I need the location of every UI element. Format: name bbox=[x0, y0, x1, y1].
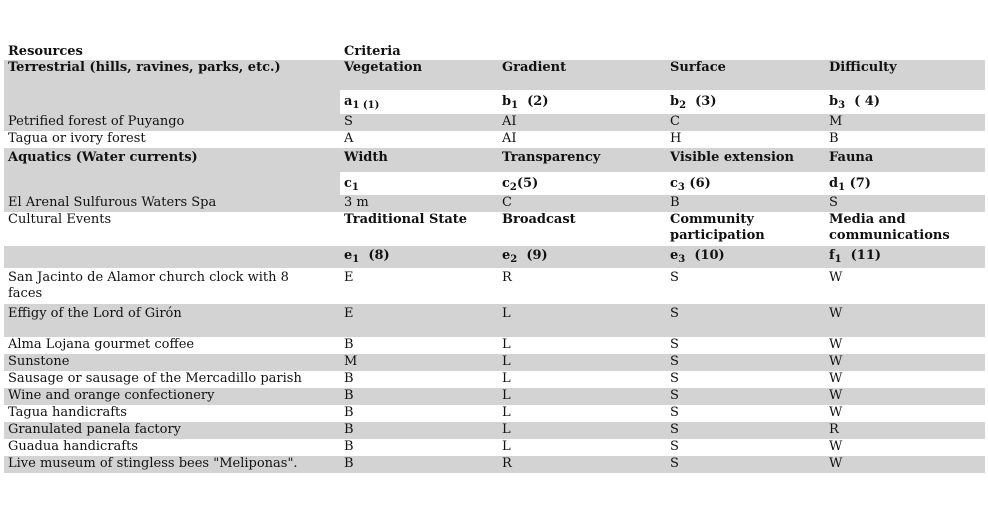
value-cell: W bbox=[829, 439, 843, 454]
value-cell: A bbox=[344, 131, 354, 146]
criterion-code: $c_3$ (6) bbox=[670, 176, 711, 193]
section-heading-terrestrial: Terrestrial (hills, ravines, parks, etc.) bbox=[8, 60, 281, 75]
aquatics-codes-row bbox=[4, 172, 985, 195]
resource-name: Petrified forest of Puyango bbox=[8, 114, 185, 129]
criterion-code: $e_3$ (10) bbox=[670, 248, 725, 265]
value-cell: M bbox=[829, 114, 843, 129]
value-cell: S bbox=[670, 422, 679, 437]
value-cell: W bbox=[829, 371, 843, 386]
value-cell: R bbox=[502, 270, 512, 285]
criterion-code: $e_1$ (8) bbox=[344, 248, 390, 265]
value-cell: S bbox=[670, 388, 679, 403]
value-cell: S bbox=[670, 306, 679, 321]
value-cell: W bbox=[829, 456, 843, 471]
value-cell: S bbox=[670, 270, 679, 285]
terrestrial-codes-row bbox=[4, 90, 985, 114]
table-row bbox=[4, 422, 985, 439]
value-cell: M bbox=[344, 354, 358, 369]
terrestrial-heading-row bbox=[4, 60, 985, 90]
value-cell: S bbox=[670, 456, 679, 471]
row-band bbox=[4, 172, 340, 195]
value-cell: S bbox=[344, 114, 353, 129]
resource-name: Tagua or ivory forest bbox=[8, 131, 146, 146]
criterion-code: $f_1$ (11) bbox=[829, 248, 882, 265]
value-cell: B bbox=[344, 456, 354, 471]
value-cell: R bbox=[502, 456, 512, 471]
value-cell: E bbox=[344, 306, 354, 321]
section-heading-aquatics: Aquatics (Water currents) bbox=[8, 150, 198, 165]
value-cell: L bbox=[502, 439, 511, 454]
value-cell: W bbox=[829, 354, 843, 369]
table-row bbox=[4, 405, 985, 422]
criterion-code: $c_1$ bbox=[344, 176, 359, 193]
table-header-row bbox=[4, 44, 985, 60]
criterion-code: $a_{1 (1)}$ bbox=[344, 94, 380, 111]
criterion-label: Broadcast bbox=[502, 212, 576, 227]
criterion-label: Fauna bbox=[829, 150, 874, 165]
resources-header: Resources bbox=[8, 44, 83, 59]
table-row bbox=[4, 114, 985, 131]
value-cell: W bbox=[829, 306, 843, 321]
row-band bbox=[4, 90, 340, 114]
value-cell: L bbox=[502, 337, 511, 352]
resource-name: El Arenal Sulfurous Waters Spa bbox=[8, 195, 217, 210]
table-row bbox=[4, 371, 985, 388]
table-row bbox=[4, 131, 985, 148]
criterion-label: Difficulty bbox=[829, 60, 897, 75]
criterion-code: $b_2$ (3) bbox=[670, 94, 717, 111]
resource-name: Sausage or sausage of the Mercadillo parish bbox=[8, 371, 302, 386]
value-cell: S bbox=[670, 439, 679, 454]
value-cell: B bbox=[344, 388, 354, 403]
value-cell: AI bbox=[502, 131, 517, 146]
resource-name: Sunstone bbox=[8, 354, 70, 369]
value-cell: L bbox=[502, 354, 511, 369]
resource-name: Effigy of the Lord of Girón bbox=[8, 306, 182, 321]
value-cell: B bbox=[344, 422, 354, 437]
value-cell: W bbox=[829, 337, 843, 352]
table-row bbox=[4, 388, 985, 405]
value-cell: 3 m bbox=[344, 195, 369, 210]
resource-name: Granulated panela factory bbox=[8, 422, 182, 437]
resource-name: Wine and orange confectionery bbox=[8, 388, 215, 403]
criterion-label: Vegetation bbox=[344, 60, 423, 75]
value-cell: L bbox=[502, 371, 511, 386]
table-row bbox=[4, 354, 985, 371]
value-cell: W bbox=[829, 270, 843, 285]
section-heading-cultural: Cultural Events bbox=[8, 212, 112, 227]
criterion-code: $e_2$ (9) bbox=[502, 248, 548, 265]
criterion-label: Community participation bbox=[670, 212, 765, 243]
resource-name: Alma Lojana gourmet coffee bbox=[8, 337, 195, 352]
value-cell: L bbox=[502, 306, 511, 321]
table-row bbox=[4, 270, 985, 304]
value-cell: B bbox=[344, 439, 354, 454]
value-cell: B bbox=[344, 405, 354, 420]
criterion-code: $c_2(5)$ bbox=[502, 176, 539, 193]
value-cell: S bbox=[670, 354, 679, 369]
value-cell: L bbox=[502, 388, 511, 403]
criterion-label: Visible extension bbox=[670, 150, 795, 165]
value-cell: B bbox=[670, 195, 680, 210]
value-cell: L bbox=[502, 422, 511, 437]
value-cell: H bbox=[670, 131, 682, 146]
value-cell: B bbox=[344, 337, 354, 352]
value-cell: R bbox=[829, 422, 839, 437]
value-cell: S bbox=[670, 405, 679, 420]
table-row bbox=[4, 304, 985, 337]
criteria-header: Criteria bbox=[344, 44, 401, 59]
value-cell: AI bbox=[502, 114, 517, 129]
value-cell: S bbox=[670, 337, 679, 352]
value-cell: W bbox=[829, 405, 843, 420]
resource-name: Tagua handicrafts bbox=[8, 405, 127, 420]
value-cell: B bbox=[344, 371, 354, 386]
table-row bbox=[4, 337, 985, 354]
value-cell: L bbox=[502, 405, 511, 420]
table-row bbox=[4, 439, 985, 456]
value-cell: W bbox=[829, 388, 843, 403]
criterion-label: Traditional State bbox=[344, 212, 468, 227]
value-cell: S bbox=[670, 371, 679, 386]
criterion-label: Width bbox=[344, 150, 388, 165]
table-row bbox=[4, 456, 985, 473]
aquatics-heading-row bbox=[4, 148, 985, 172]
value-cell: C bbox=[502, 195, 512, 210]
criterion-label: Gradient bbox=[502, 60, 567, 75]
resource-name: Live museum of stingless bees "Meliponas". bbox=[8, 456, 298, 471]
value-cell: S bbox=[829, 195, 838, 210]
criterion-label: Media and communications bbox=[829, 212, 950, 243]
cultural-codes-row bbox=[4, 246, 985, 268]
resource-name: Guadua handicrafts bbox=[8, 439, 139, 454]
value-cell: B bbox=[829, 131, 839, 146]
value-cell: C bbox=[670, 114, 680, 129]
criterion-code: $b_3$ ( 4) bbox=[829, 94, 880, 111]
resource-name: San Jacinto de Alamor church clock with 8 faces bbox=[8, 270, 289, 301]
criterion-code: $b_1$ (2) bbox=[502, 94, 549, 111]
criterion-label: Surface bbox=[670, 60, 726, 75]
cultural-heading-row bbox=[4, 212, 985, 246]
value-cell: E bbox=[344, 270, 354, 285]
criterion-code: $d_1$ (7) bbox=[829, 176, 871, 193]
criterion-label: Transparency bbox=[502, 150, 601, 165]
table-row bbox=[4, 195, 985, 212]
